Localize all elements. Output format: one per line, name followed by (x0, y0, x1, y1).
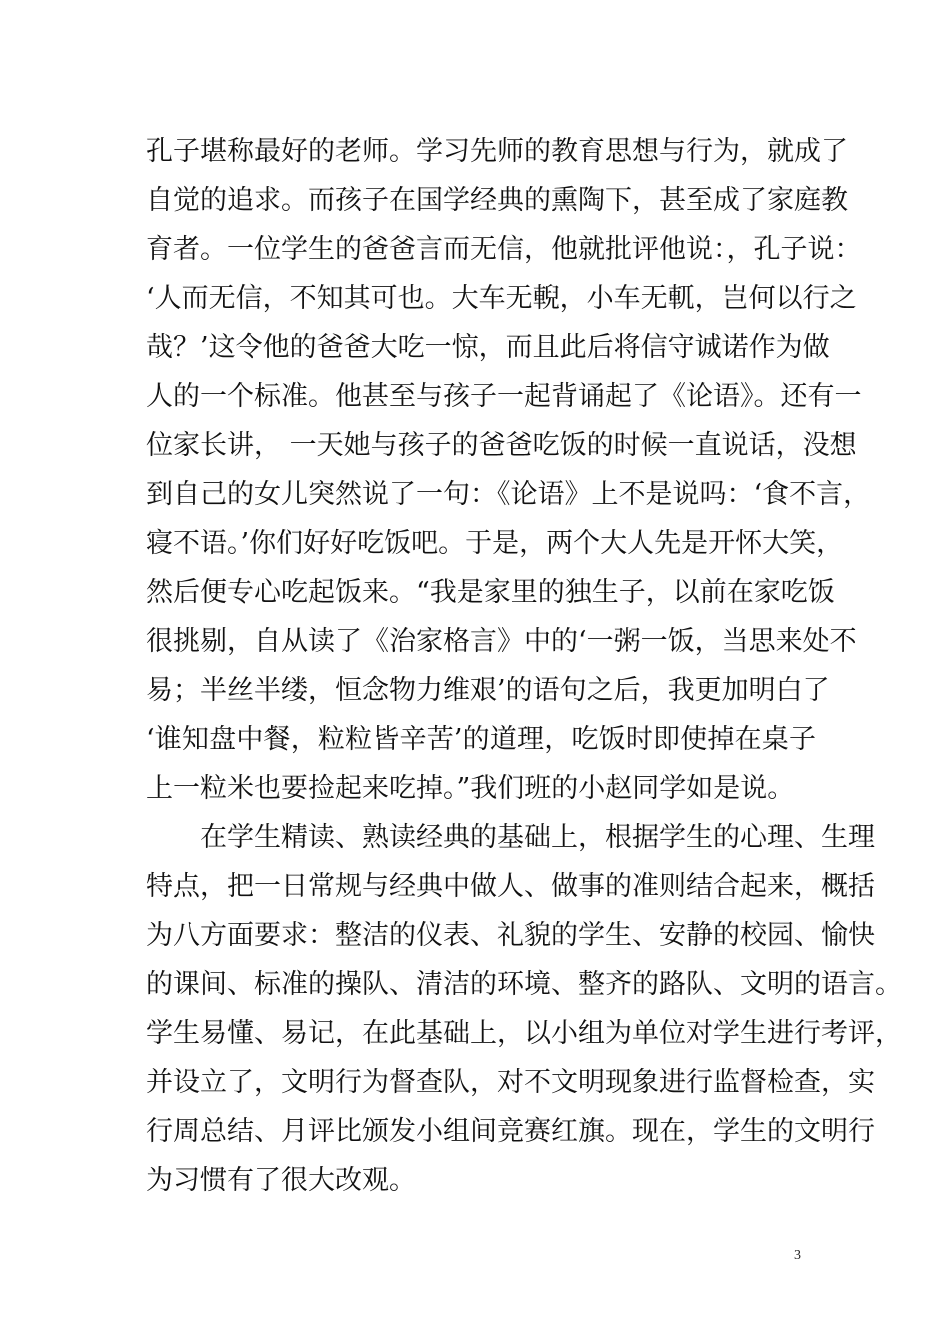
text-line: 位家长讲， 一天她与孩子的爸爸吃饭的时候一直说话，没想 (146, 430, 857, 461)
paragraph-first-line: 在学生精读、熟读经典的基础上，根据学生的心理、生理 (200, 822, 875, 853)
text-line: 行周总结、月评比颁发小组间竞赛红旗。现在，学生的文明行 (146, 1116, 875, 1147)
text-line: 学生易懂、易记，在此基础上，以小组为单位对学生进行考评， (146, 1018, 902, 1049)
text-line: 并设立了，文明行为督查队，对不文明现象进行监督检查，实 (146, 1067, 875, 1098)
text-line: 特点，把一日常规与经典中做人、做事的准则结合起来，概括 (146, 871, 875, 902)
text-line: 哉？’这令他的爸爸大吃一惊，而且此后将信守诚诺作为做 (146, 332, 830, 363)
text-line: 很挑剔，自从读了《治家格言》中的‘一粥一饭，当思来处不 (146, 626, 857, 657)
text-line: 为八方面要求：整洁的仪表、礼貌的学生、安静的校园、愉快 (146, 920, 875, 951)
text-line: 孔子堪称最好的老师。学习先师的教育思想与行为，就成了 (146, 136, 848, 167)
text-line: 的课间、标准的操队、清洁的环境、整齐的路队、文明的语言。 (146, 969, 902, 1000)
text-line: ‘谁知盘中餐，粒粒皆辛苦’的道理，吃饭时即使掉在桌子 (146, 724, 816, 755)
text-line: 然后便专心吃起饭来。“我是家里的独生子，以前在家吃饭 (146, 577, 835, 608)
page-number: 3 (794, 1248, 801, 1263)
body-text (146, 127, 902, 1205)
text-line: 自觉的追求。而孩子在国学经典的熏陶下，甚至成了家庭教 (146, 185, 848, 216)
text-line: 育者。一位学生的爸爸言而无信，他就批评他说：，孔子说： (146, 234, 862, 265)
text-line: 上一粒米也要捡起来吃掉。”我们班的小赵同学如是说。 (146, 773, 795, 804)
text-line: 易；半丝半缕，恒念物力维艰’的语句之后，我更加明白了 (146, 675, 830, 706)
text-line: 到自己的女儿突然说了一句：《论语》上不是说吗：‘食不言， (146, 479, 871, 510)
text-line: 为习惯有了很大改观。 (146, 1165, 416, 1196)
text-line: 人的一个标准。他甚至与孩子一起背诵起了《论语》。还有一 (146, 381, 862, 412)
text-line: ‘人而无信，不知其可也。大车无輗，小车无軏，岂何以行之 (146, 283, 857, 314)
text-line: 寝不语。’你们好好吃饭吧。于是，两个大人先是开怀大笑， (146, 528, 844, 559)
